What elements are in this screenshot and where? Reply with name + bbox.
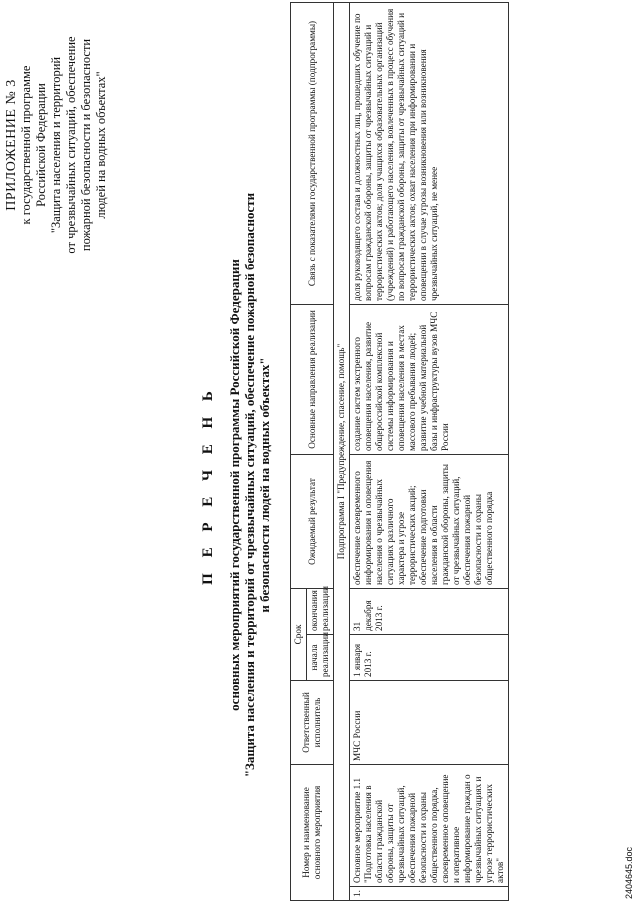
document-subtitle-line: основных мероприятий государственной программы Российской Федерации <box>227 259 242 711</box>
appendix-line: людей на водных объектах" <box>94 71 108 219</box>
measures-table <box>290 2 509 901</box>
table-header-row <box>291 2 307 900</box>
header-term-start: начала реализации <box>307 634 334 680</box>
row-link: доля руководящего состава и должностных лиц, прошедших обучение по вопросам гражданской обороны, защиты от чрезвычайных ситуаций и террористических актов; доля учащихся образовательных организаций (учреждений) и работающего населения, вовлеченных в процесс обучения по вопросам гражданской обороны, защиты от чрезвычайных ситуаций и террористических актов; охват населения при информировании и оповещении в случае угрозы возникновения или возникновения чрезвычайных ситуаций, не менее <box>350 2 509 304</box>
appendix-line: от чрезвычайных ситуаций, обеспечение <box>64 36 78 254</box>
row-directions: создание систем экстренного оповещения населения, развитие общероссийской комплексной системы информирования и оповещения населения в местах массового пребывания людей; развитие учебной материальной базы и инфраструктуры вузов МЧС России <box>350 304 509 454</box>
subprogram-title: Подпрограмма I "Предупреждение, спасение, помощь" <box>334 2 350 900</box>
header-term: Срок <box>291 588 307 680</box>
appendix-line: "Защита населения и территорий <box>49 56 63 234</box>
row-start: 1 января 2013 г. <box>350 634 509 680</box>
appendix-line: к государственной программе <box>19 65 33 225</box>
row-executor: МЧС России <box>350 680 509 764</box>
table-row <box>350 2 509 900</box>
row-end: 31 декабря 2013 г. <box>350 588 509 634</box>
header-link: Связь с показателями государственной программы (подпрограммы) <box>291 2 334 304</box>
header-term-end: окончания реализации <box>307 588 334 634</box>
appendix-block <box>4 5 109 285</box>
header-name: Номер и наименование основного мероприятия <box>291 764 334 900</box>
row-number: 1. <box>350 887 509 901</box>
appendix-line: пожарной безопасности и безопасности <box>79 38 93 252</box>
document-subtitle-line: "Защита населения и территорий от чрезвычайных ситуаций, обеспечение пожарной безопасности <box>242 192 257 778</box>
appendix-title: ПРИЛОЖЕНИЕ № 3 <box>4 79 19 211</box>
heading-block <box>200 175 272 795</box>
subprogram-row <box>334 2 350 900</box>
header-executor: Ответственный исполнитель <box>291 680 334 764</box>
row-name: Основное мероприятие 1.1 "Подготовка населения в области гражданской обороны, защиты от чрезвычайных ситуаций, обеспечения пожарной безопасности и охраны общественного порядка, своевременное оповещение и оперативное информирование граждан о чрезвычайных ситуациях и угрозе террористических актов" <box>350 764 509 886</box>
header-directions: Основные направления реализации <box>291 304 334 454</box>
appendix-line: Российской Федерации <box>34 83 48 207</box>
row-result: обеспечение своевременного информирования и оповещения населения о чрезвычайных ситуациях различного характера и угрозе террористических акций; обеспечение подготовки населения в области гражданской обороны, защиты от чрезвычайных ситуаций, обеспечения пожарной безопасности и охраны общественного порядка <box>350 454 509 588</box>
header-result: Ожидаемый результат <box>291 454 334 588</box>
document-title: П Е Р Е Ч Е Н Ь <box>200 385 216 585</box>
footer-doc-id: 2404645.doc <box>624 846 634 899</box>
document-subtitle-line: и безопасности людей на водных объектах" <box>257 357 272 613</box>
